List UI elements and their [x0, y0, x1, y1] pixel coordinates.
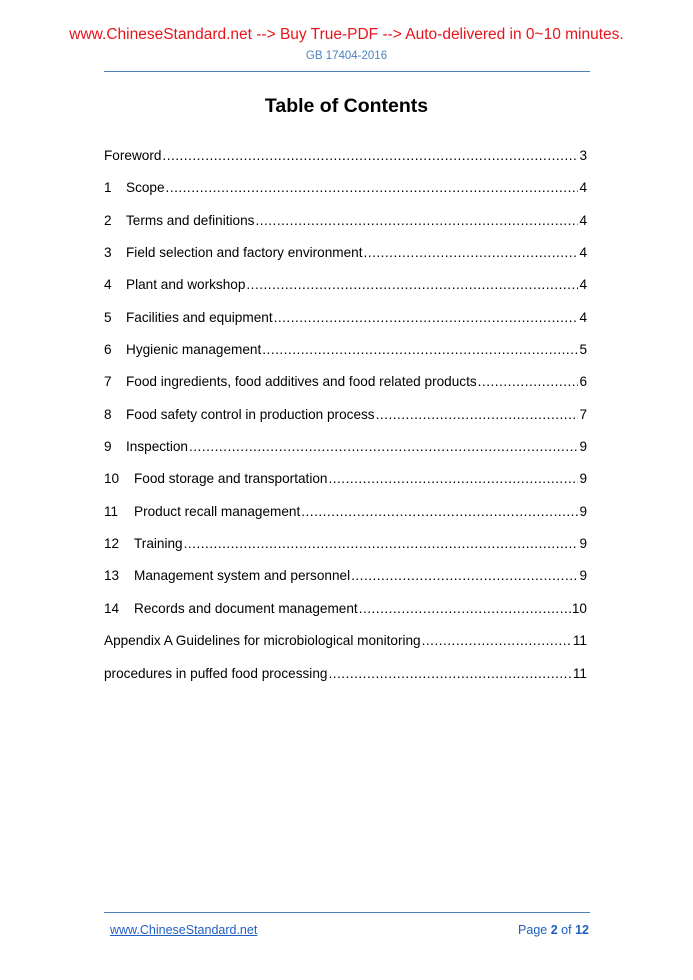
toc-entry[interactable] — [104, 243, 587, 275]
toc-leader-dots — [166, 178, 579, 198]
toc-entry[interactable] — [104, 308, 587, 340]
toc-entry-number: 12 — [104, 536, 120, 552]
toc-entry[interactable] — [104, 631, 587, 663]
toc-entry-number: 6 — [104, 342, 112, 358]
toc-entry-page: 3 — [579, 148, 587, 163]
toc-leader-dots — [189, 437, 578, 457]
toc-entry-page: 11 — [572, 633, 587, 649]
toc-entry[interactable] — [104, 469, 587, 501]
toc-leader-dots — [162, 146, 578, 166]
toc-entry[interactable] — [104, 372, 587, 404]
toc-leader-dots — [359, 599, 571, 619]
toc-entry[interactable] — [104, 599, 587, 631]
toc-entry[interactable] — [104, 211, 587, 243]
toc-leader-dots — [274, 308, 579, 328]
toc-entry-number: 4 — [104, 277, 112, 293]
page-total: 12 — [575, 923, 589, 937]
toc-entry-number: 13 — [104, 568, 120, 584]
toc-entry-number: 1 — [104, 180, 112, 196]
footer-divider — [104, 912, 590, 913]
toc-leader-dots — [328, 469, 578, 489]
toc-entry[interactable] — [104, 437, 587, 469]
toc-entry-title: Product recall management — [134, 503, 301, 519]
toc-leader-dots — [422, 631, 572, 651]
document-id: GB 17404-2016 — [305, 50, 388, 62]
toc-entry-page: 4 — [579, 212, 587, 228]
toc-entry-title: Facilities and equipment — [126, 309, 273, 325]
page-number — [518, 923, 589, 937]
toc-leader-dots — [351, 566, 578, 586]
toc-entry[interactable] — [104, 405, 587, 437]
toc-entry[interactable] — [104, 534, 587, 566]
toc-entry-page: 9 — [579, 568, 587, 584]
toc-leader-dots — [376, 405, 579, 425]
toc-leader-dots — [255, 211, 578, 231]
toc-entry-page: 9 — [579, 471, 587, 487]
toc-leader-dots — [328, 664, 571, 684]
toc-entry-title: Inspection — [126, 439, 188, 455]
toc-entry-title: Field selection and factory environment — [126, 245, 363, 261]
toc-entry[interactable] — [104, 178, 587, 210]
toc-entry-page: 6 — [579, 374, 587, 390]
toc-entry-number: 7 — [104, 374, 112, 390]
toc-entry-title: Hygienic management — [126, 342, 262, 358]
toc-entry-page: 4 — [579, 180, 587, 196]
toc-entry-number: 9 — [104, 439, 112, 455]
toc-entry-title: Food storage and transportation — [134, 471, 328, 487]
page-current: 2 — [550, 923, 558, 937]
toc-entry-page: 9 — [579, 536, 587, 552]
toc-entry-page: 4 — [579, 245, 587, 261]
toc-leader-dots — [478, 372, 579, 392]
toc-leader-dots — [301, 502, 578, 522]
toc-entry-title: Scope — [126, 180, 165, 196]
toc-entry-number: 3 — [104, 245, 112, 261]
header-banner[interactable] — [0, 26, 693, 44]
toc-entry-page: 7 — [579, 406, 587, 422]
toc-entry-page: 11 — [572, 665, 587, 681]
toc-entry-number: 10 — [104, 471, 120, 487]
page-label: Page — [518, 923, 548, 937]
toc-entry[interactable] — [104, 664, 587, 696]
toc-entry-number: 8 — [104, 406, 112, 422]
toc-entry[interactable] — [104, 340, 587, 372]
toc-entry[interactable] — [104, 275, 587, 307]
toc-entry-title: Management system and personnel — [134, 568, 351, 584]
toc-entry-page: 5 — [579, 342, 587, 358]
toc-entry-page: 10 — [571, 600, 587, 616]
toc-entry-page: 9 — [579, 439, 587, 455]
table-of-contents — [104, 146, 587, 696]
toc-leader-dots — [246, 275, 578, 295]
toc-entry[interactable] — [104, 146, 587, 178]
toc-entry-title: Food ingredients, food additives and food related products — [126, 374, 477, 390]
toc-entry-number: 11 — [104, 503, 119, 519]
toc-leader-dots — [262, 340, 578, 360]
toc-entry-title: Plant and workshop — [126, 277, 246, 293]
banner-link[interactable]: www.ChineseStandard.net --> Buy True-PDF --> Auto-delivered in 0~10 minutes. — [69, 26, 624, 43]
toc-entry[interactable] — [104, 502, 587, 534]
toc-entry-number: 14 — [104, 600, 120, 616]
toc-entry-title: Terms and definitions — [126, 212, 255, 228]
toc-entry-number: 5 — [104, 309, 112, 325]
toc-entry-title: procedures in puffed food processing — [104, 665, 328, 681]
page-title: Table of Contents — [264, 95, 429, 117]
toc-entry-title: Records and document management — [134, 600, 358, 616]
toc-entry[interactable] — [104, 566, 587, 598]
toc-entry-title: Foreword — [104, 148, 162, 163]
toc-leader-dots — [364, 243, 579, 263]
toc-entry-title: Appendix A Guidelines for microbiological monitoring — [104, 633, 421, 649]
toc-entry-page: 4 — [579, 277, 587, 293]
toc-entry-title: Training — [134, 536, 183, 552]
toc-entry-page: 9 — [579, 503, 587, 519]
footer-website-link[interactable]: www.ChineseStandard.net — [110, 923, 258, 937]
header-divider — [104, 71, 590, 72]
toc-entry-page: 4 — [579, 309, 587, 325]
toc-leader-dots — [184, 534, 579, 554]
toc-entry-title: Food safety control in production process — [126, 406, 375, 422]
toc-entry-number: 2 — [104, 212, 112, 228]
page-of: of — [561, 923, 572, 937]
